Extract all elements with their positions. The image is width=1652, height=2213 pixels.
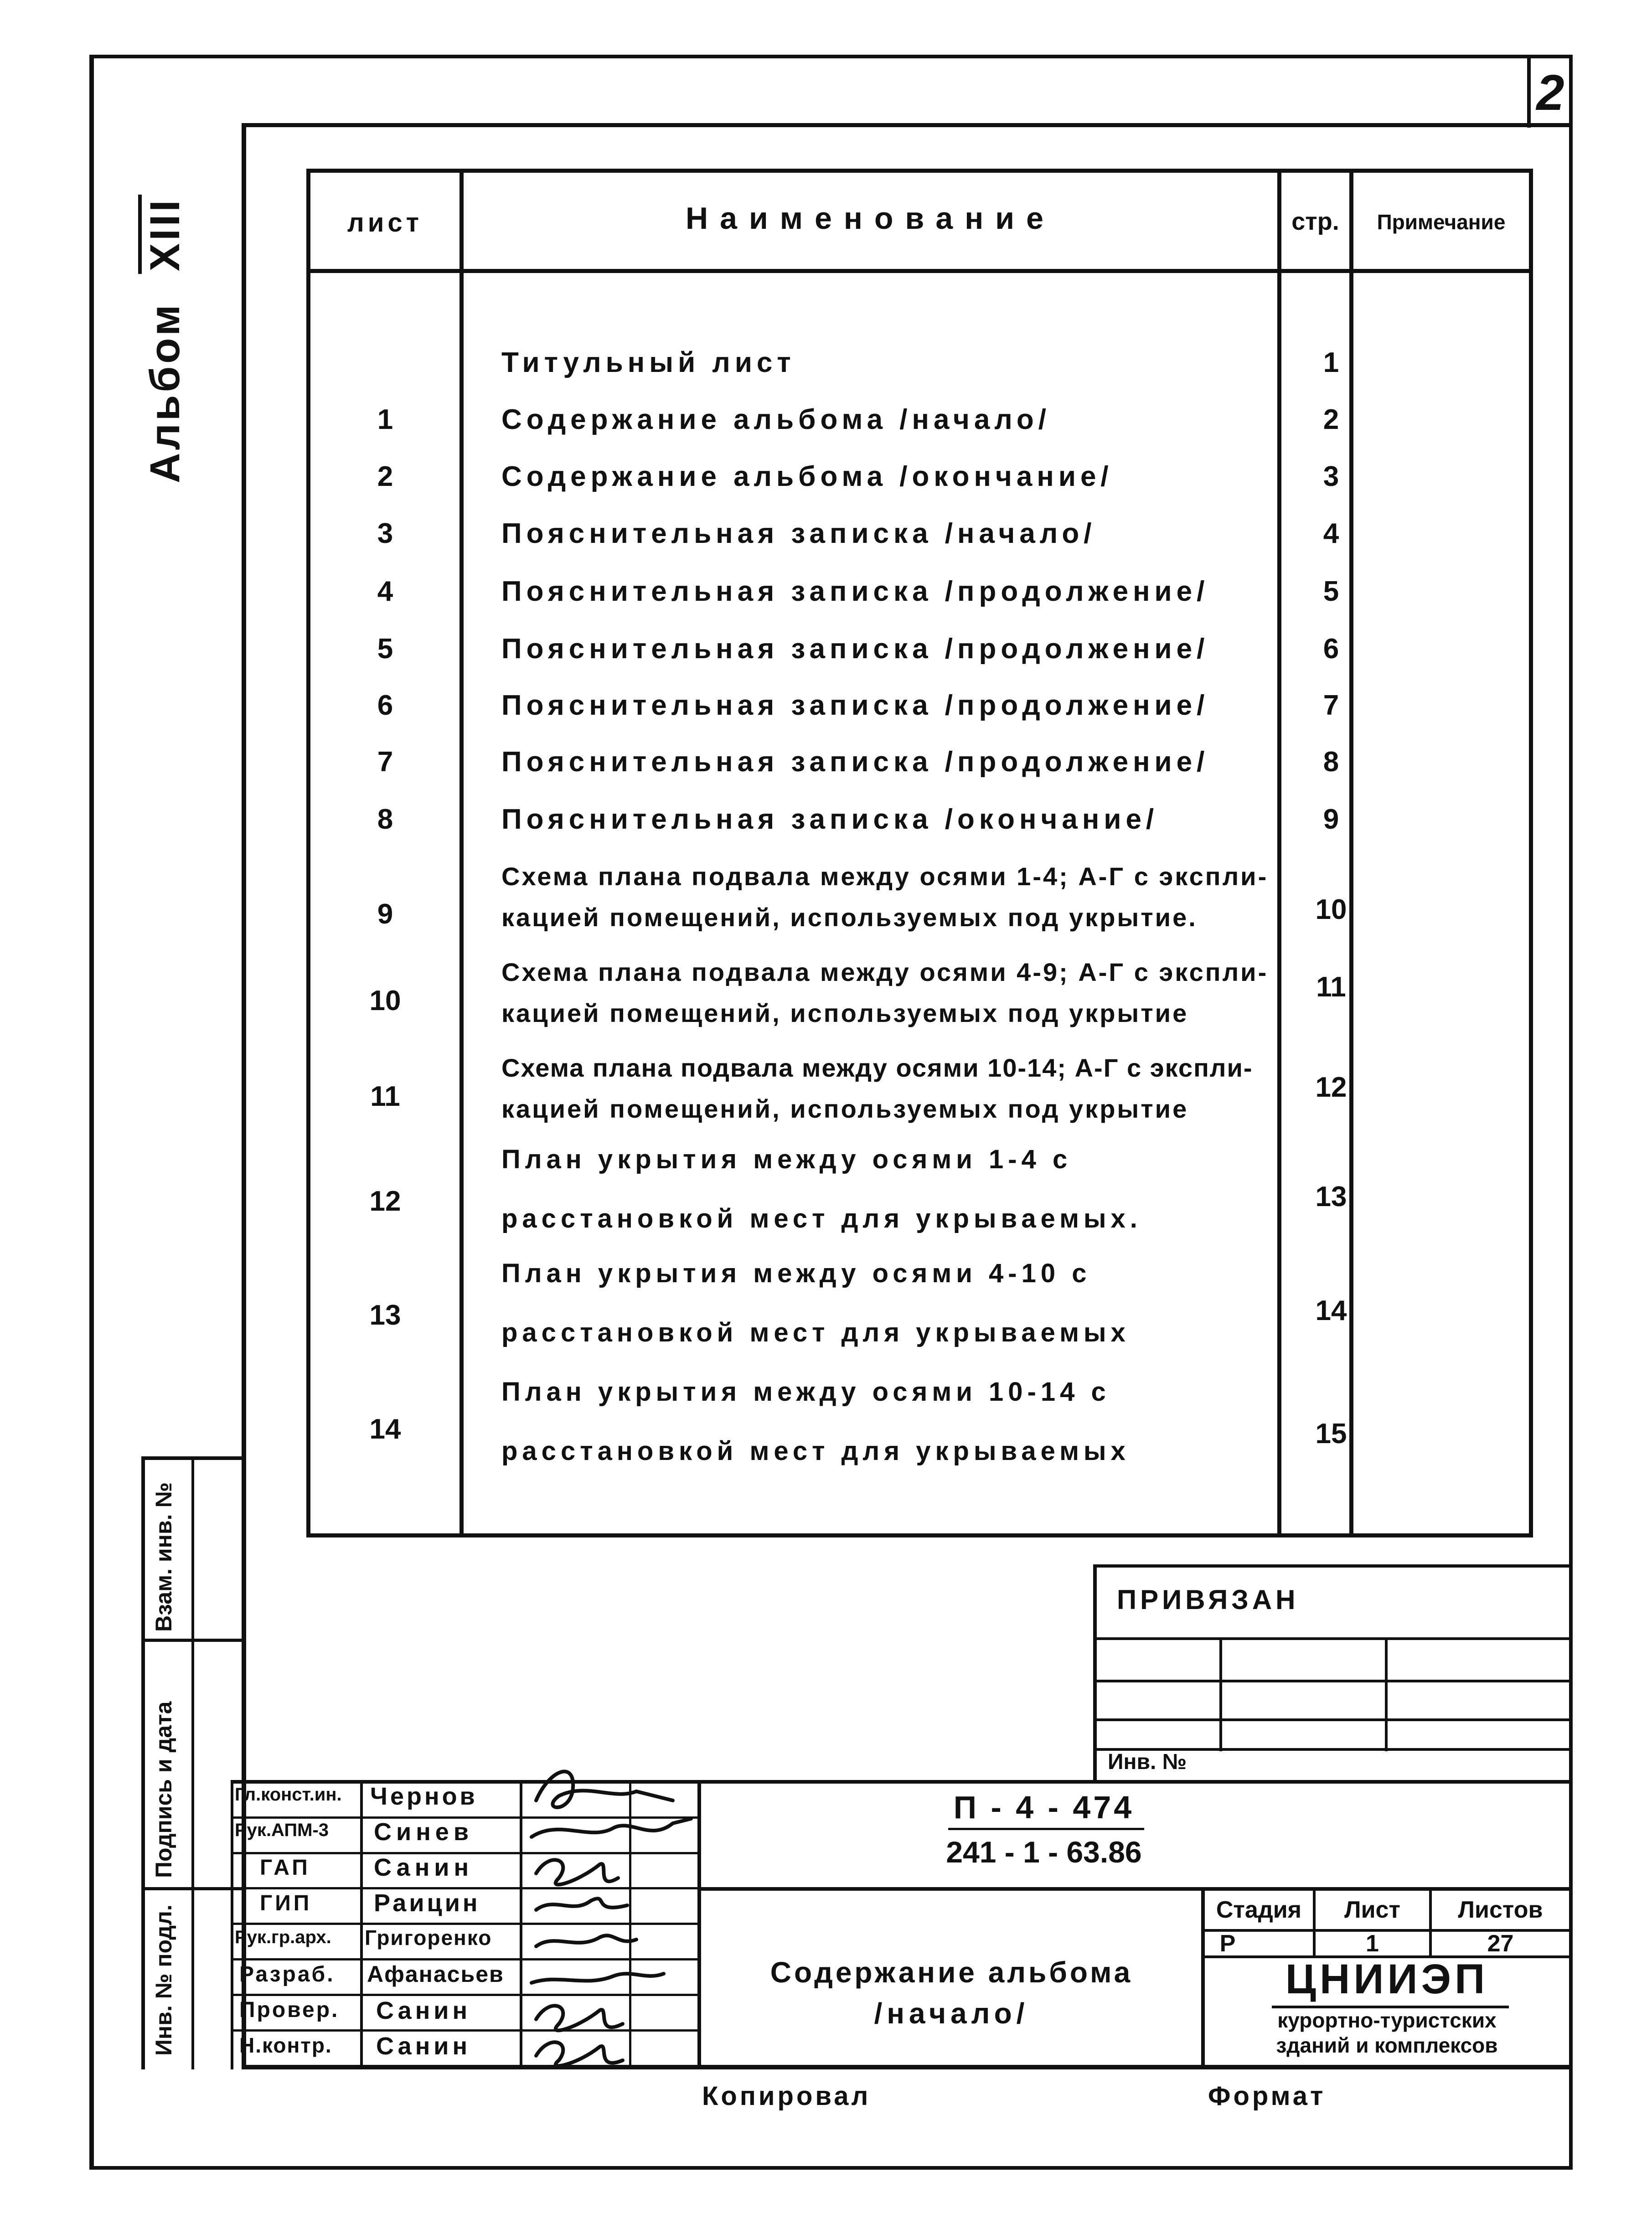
- signatures: [522, 1750, 696, 2069]
- sheet-number-box-left: [1527, 55, 1531, 128]
- org-sub-1: курортно-туристских: [1277, 2008, 1497, 2032]
- header-sheet: лист: [347, 208, 423, 237]
- table-row: [310, 746, 1532, 787]
- row-name: Пояснительная записка /продолжение/: [501, 746, 1209, 778]
- inner-frame-top: [242, 123, 1569, 127]
- row-name: Пояснительная записка /продолжение/: [501, 633, 1209, 665]
- staff-name: Чернов: [370, 1783, 478, 1810]
- row-sheet: 8: [377, 804, 393, 835]
- sheets-value: 27: [1487, 1930, 1514, 1957]
- table-row: [310, 517, 1532, 558]
- row-name: Пояснительная записка /окончание/: [501, 804, 1159, 835]
- staff-name: Синев: [374, 1818, 474, 1846]
- table-row: [310, 689, 1532, 730]
- title-block-mid-h: [697, 1887, 1569, 1891]
- row-name-line-1: План укрытия между осями 10-14 с: [501, 1377, 1110, 1407]
- row-name: Пояснительная записка /продолжение/: [501, 576, 1209, 607]
- table-row: [310, 1258, 1532, 1358]
- row-sheet: 3: [377, 518, 393, 549]
- row-name: Титульный лист: [501, 347, 795, 378]
- row-page: 13: [1315, 1181, 1347, 1212]
- table-row: [310, 803, 1532, 844]
- table-row: [310, 1053, 1532, 1130]
- staff-name: Раицин: [374, 1889, 480, 1917]
- table-row: [310, 957, 1532, 1035]
- row-page: 14: [1315, 1295, 1347, 1326]
- row-name: Пояснительная записка /начало/: [501, 518, 1096, 549]
- project-code-underline: [948, 1828, 1144, 1830]
- stage-label: Стадия: [1216, 1897, 1302, 1923]
- privyazan-h1: [1093, 1637, 1569, 1640]
- side-stamp-inv-vzam: Взам. инв. №: [151, 1482, 176, 1632]
- title-block-staff-divider: [697, 1780, 701, 2069]
- album-label: Альбом: [142, 302, 188, 483]
- table-row: [310, 575, 1532, 616]
- album-label-group: [141, 195, 189, 483]
- doc-title-2: /начало/: [874, 1997, 1029, 2030]
- row-sheet: 14: [369, 1413, 401, 1445]
- row-name: Содержание альбома /начало/: [501, 404, 1051, 435]
- row-name-line-1: Схема плана подвала между осями 1-4; А-Г с экспли-: [501, 862, 1269, 891]
- row-sheet: 7: [377, 746, 393, 778]
- staff-name: Санин: [374, 1854, 474, 1881]
- side-stamp-divider-v2: [191, 1456, 194, 2069]
- row-page: 9: [1323, 804, 1339, 835]
- inner-frame-left: [242, 123, 246, 2069]
- sheet-label: Лист: [1344, 1897, 1400, 1923]
- row-page: 4: [1323, 518, 1339, 549]
- row-name-line-1: Схема плана подвала между осями 10-14; А-Г с экспли-: [501, 1053, 1253, 1082]
- row-sheet: 11: [370, 1081, 400, 1112]
- stage-value: Р: [1219, 1930, 1236, 1957]
- table-row: [310, 346, 1532, 387]
- privyazan-v1: [1219, 1637, 1222, 1751]
- outer-frame-top: [89, 55, 1573, 58]
- row-name-line-1: План укрытия между осями 1-4 с: [501, 1145, 1072, 1174]
- row-name-line-2: кацией помещений, используемых под укрытие: [501, 999, 1189, 1027]
- table-row: [310, 1144, 1532, 1244]
- sheet-value: 1: [1366, 1930, 1379, 1957]
- row-page: 12: [1315, 1072, 1347, 1103]
- staff-role: Н.контр.: [239, 2033, 332, 2057]
- row-page: 2: [1323, 404, 1339, 435]
- privyazan-inv-label: Инв. №: [1108, 1750, 1187, 1774]
- outer-frame-right: [1569, 55, 1573, 2170]
- row-page: 11: [1316, 971, 1346, 1003]
- row-page: 7: [1323, 690, 1339, 721]
- footer-format: Формат: [1208, 2081, 1326, 2111]
- table-border-bottom: [306, 1533, 1533, 1537]
- row-name-line-2: кацией помещений, используемых под укрытие.: [501, 903, 1198, 932]
- row-name-line-1: Схема плана подвала между осями 4-9; А-Г с экспли-: [501, 958, 1269, 986]
- header-note: Примечание: [1377, 210, 1506, 234]
- outer-frame-bottom: [89, 2166, 1573, 2170]
- project-code-1: П - 4 - 474: [953, 1790, 1135, 1825]
- row-sheet: 13: [369, 1300, 401, 1331]
- table-row: [310, 861, 1532, 939]
- row-page: 5: [1323, 576, 1339, 607]
- row-page: 10: [1315, 894, 1347, 925]
- row-page: 6: [1323, 633, 1339, 665]
- side-stamp-divider-v: [141, 1456, 145, 2069]
- row-sheet: 2: [377, 461, 393, 492]
- table-header-bottom: [306, 269, 1533, 273]
- privyazan-v2: [1385, 1637, 1388, 1751]
- staff-name: Григоренко: [365, 1926, 492, 1950]
- row-name-line-2: кацией помещений, используемых под укрытие: [501, 1094, 1189, 1123]
- row-sheet: 4: [377, 576, 393, 607]
- row-name-line-2: расстановкой мест для укрываемых.: [501, 1204, 1142, 1233]
- footer-copied: Копировал: [702, 2081, 871, 2111]
- inner-frame-bottom: [242, 2065, 1569, 2069]
- row-sheet: 9: [377, 898, 393, 930]
- row-name-line-2: расстановкой мест для укрываемых: [501, 1318, 1130, 1347]
- sheet-number: 2: [1536, 65, 1564, 121]
- side-stamp-divider-h1: [141, 1639, 246, 1642]
- privyazan-label: ПРИВЯЗАН: [1117, 1584, 1299, 1615]
- staff-name: Санин: [376, 2032, 471, 2060]
- row-page: 8: [1323, 746, 1339, 778]
- staff-role: Рук.гр.арх.: [235, 1927, 331, 1947]
- row-sheet: 6: [377, 690, 393, 721]
- row-page: 1: [1323, 347, 1339, 378]
- table-row: [310, 1377, 1532, 1477]
- org-sub-2: зданий и комплексов: [1276, 2033, 1498, 2057]
- row-page: 15: [1315, 1418, 1347, 1450]
- staff-role: Рук.АПМ-3: [235, 1820, 329, 1840]
- title-block-org-divider: [1201, 1887, 1205, 2069]
- row-page: 3: [1323, 461, 1339, 492]
- header-name: Наименование: [686, 201, 1055, 236]
- staff-role: Провер.: [239, 1998, 340, 2022]
- row-sheet: 5: [377, 633, 393, 665]
- row-sheet: 10: [369, 985, 401, 1016]
- table-row: [310, 633, 1532, 674]
- header-page: стр.: [1291, 208, 1339, 235]
- staff-role: ГАП: [260, 1856, 310, 1880]
- staff-role: Разраб.: [239, 1962, 335, 1986]
- row-sheet: 12: [369, 1186, 401, 1217]
- table-border-top: [306, 169, 1533, 173]
- staff-name: Санин: [376, 1997, 471, 2024]
- row-name-line-2: расстановкой мест для укрываемых: [501, 1436, 1130, 1466]
- staff-role: Гл.конст.ин.: [235, 1785, 342, 1805]
- side-stamp-inv-podl: Инв. № подл.: [151, 1904, 176, 2056]
- privyazan-h2: [1093, 1680, 1569, 1682]
- staff-role: ГИП: [260, 1891, 312, 1915]
- row-sheet: 1: [377, 404, 393, 435]
- table-row: [310, 460, 1532, 501]
- privyazan-top: [1093, 1564, 1569, 1568]
- staff-name: Афанасьев: [367, 1961, 504, 1987]
- side-stamp-sign-date: Подпись и дата: [151, 1701, 176, 1878]
- privyazan-h3: [1093, 1718, 1569, 1721]
- row-name-line-1: План укрытия между осями 4-10 с: [501, 1259, 1091, 1288]
- project-code-2: 241 - 1 - 63.86: [946, 1835, 1142, 1869]
- row-name: Содержание альбома /окончание/: [501, 461, 1113, 492]
- outer-frame-left: [89, 55, 94, 2170]
- album-number: XIII: [138, 195, 188, 274]
- org-name: ЦНИИЭП: [1285, 1956, 1489, 2002]
- sheets-label: Листов: [1458, 1897, 1543, 1923]
- doc-title-1: Содержание альбома: [770, 1956, 1133, 1989]
- table-row: [310, 403, 1532, 444]
- row-name: Пояснительная записка /продолжение/: [501, 690, 1209, 721]
